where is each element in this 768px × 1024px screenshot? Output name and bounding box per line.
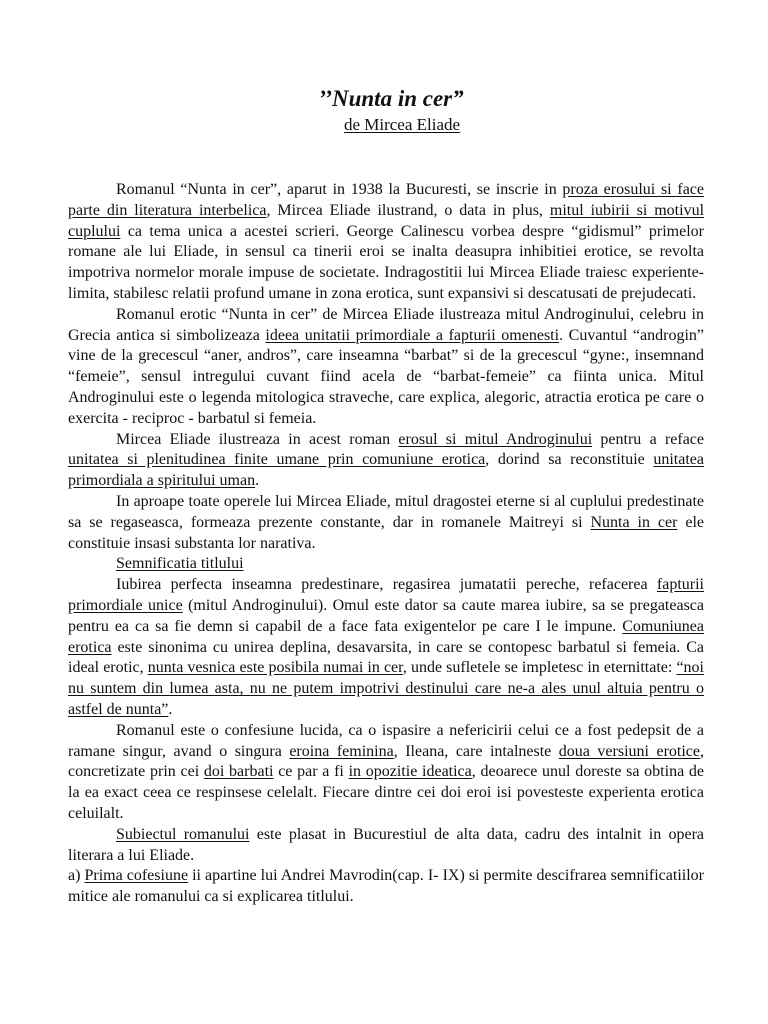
text-run: , dorind sa reconstituie [485, 451, 654, 469]
underlined-phrase: nunta vesnica este posibila numai in cer [147, 659, 403, 677]
text-run: Romanul erotic “Nunta in cer” de Mircea Eliade ilustreaza mitul Androginului, celebru in Grecia antica si simbolizeaza [68, 305, 704, 344]
document-subtitle [0, 115, 768, 135]
text-run: Iubirea perfecta inseamna predestinare, regasirea jumatatii pereche, refacerea [116, 576, 657, 594]
paragraph [68, 492, 704, 554]
text-run: (mitul Androginului). Omul este dator sa caute marea iubire, sa se pregateasca pentru ea ca sa fie demn si capabil de a face fata exigentelor pe care I le impune. [68, 596, 704, 635]
underlined-phrase: “noi nu suntem din lumea asta, nu ne putem impotrivi destinului care ne-a ales unul altuia pentru o astfel de nunta” [68, 659, 704, 718]
text-run: , deoarece unul doreste sa obtina de la ea exact ceea ce respinsese celelalt. Fiecare dintre cei doi eroi isi povesteste experienta erotica celuilalt. [68, 763, 705, 822]
paragraph [68, 721, 704, 825]
text-run: este sinonima cu unirea deplina, desavarsita, in care se contopesc barbatul si femeia. Ca ideal erotic, [68, 638, 704, 677]
underlined-phrase: unitatea primordiala a spiritului uman [68, 451, 704, 490]
text-run: . [168, 700, 173, 718]
paragraph [68, 430, 704, 492]
document-body [68, 180, 704, 908]
underlined-phrase: Comuniunea erotica [68, 617, 704, 656]
text-run: a) [68, 867, 85, 885]
text-run: . Cuvantul “androgin” vine de la grecescul “aner, andros”, care inseamna “barbat” si de la grecescul “gyne:, insemnand “femeie”, sensul intregului cuvant fiind acela de “barbat-femeie” ca fiinta unica. Mitul Androginului este o legenda mitologica straveche, care explica, alegoric, atractia erotica pe care o exercita - reciproc - barbatul si femeia. [68, 326, 704, 427]
text-run: , concretizate prin cei [68, 742, 705, 781]
underlined-phrase: Subiectul romanului [116, 825, 250, 843]
underlined-phrase: doua versiuni erotice [558, 742, 701, 760]
paragraph [68, 825, 704, 867]
text-run: Romanul este o confesiune lucida, ca o ispasire a nefericirii celui ce a fost pedepsit de a ramane singur, avand o singura [68, 721, 704, 760]
underlined-phrase: Semnificatia titlului [116, 555, 244, 573]
text-run: In aproape toate operele lui Mircea Eliade, mitul dragostei eterne si al cuplului predestinate sa se regaseasca, formeaza prezente constante, dar in romanele Maitreyi si [68, 492, 704, 531]
underlined-phrase: in opozitie ideatica [348, 763, 472, 781]
text-run: , unde sufletele se impletesc in eternittate: [402, 659, 677, 677]
paragraph [68, 866, 704, 908]
paragraph [68, 305, 704, 430]
underlined-phrase: ideea unitatii primordiale a fapturii omenesti [265, 326, 560, 344]
underlined-phrase: eroina feminina [289, 742, 394, 760]
paragraph [68, 554, 704, 575]
text-run: pentru a reface [592, 430, 705, 448]
underlined-phrase: unitatea si plenitudinea finite umane prin comuniune erotica [68, 451, 486, 469]
document-title: ’’Nunta in cer” [318, 86, 464, 111]
author-line: de Mircea Eliade [343, 115, 461, 134]
text-run: este plasat in Bucurestiul de alta data, cadru des intalnit in opera literara a lui Eliade. [68, 825, 704, 864]
text-run: , Mircea Eliade ilustrand, o data in plus, [266, 201, 550, 219]
underlined-phrase: erosul si mitul Androginului [398, 430, 593, 448]
text-run: ca tema unica a acestei scrieri. George Calinescu vorbea despre “gidismul” primelor romane ale lui Eliade, in sensul ca tinerii eroi se inalta deasupra inhibitiei erotice, se revolta impotriva normelor morale impuse de societate. Indragostitii lui Mircea Eliade traiesc experiente-limita, stabilesc relatii profund umane in zona erotica, sunt expansivi si descatusati de prejudecati. [68, 222, 704, 302]
underlined-phrase: doi barbati [203, 763, 274, 781]
text-run: Romanul “Nunta in cer”, aparut in 1938 la Bucuresti, se inscrie in [116, 181, 563, 198]
underlined-phrase: mitul iubirii si motivul cuplului [68, 201, 705, 240]
text-run: , Ileana, care intalneste [393, 742, 559, 760]
text-run: ii apartine lui Andrei Mavrodin(cap. I- IX) si permite descifrarea semnificatiilor mitice ale romanului ca si explicarea titlului. [68, 867, 704, 906]
paragraph [68, 180, 704, 305]
text-run: . [255, 472, 260, 490]
underlined-phrase: fapturii primordiale unice [68, 576, 704, 614]
underlined-phrase: Prima cofesiune [84, 867, 189, 885]
underlined-phrase: proza erosului si face parte din literatura interbelica [68, 181, 704, 219]
underlined-phrase: Nunta in cer [590, 513, 678, 531]
text-run: Mircea Eliade ilustreaza in acest roman [116, 430, 399, 448]
text-run: ce par a fi [273, 763, 349, 781]
paragraph [68, 575, 704, 721]
text-run: ele constituie insasi substanta lor narativa. [68, 513, 705, 552]
